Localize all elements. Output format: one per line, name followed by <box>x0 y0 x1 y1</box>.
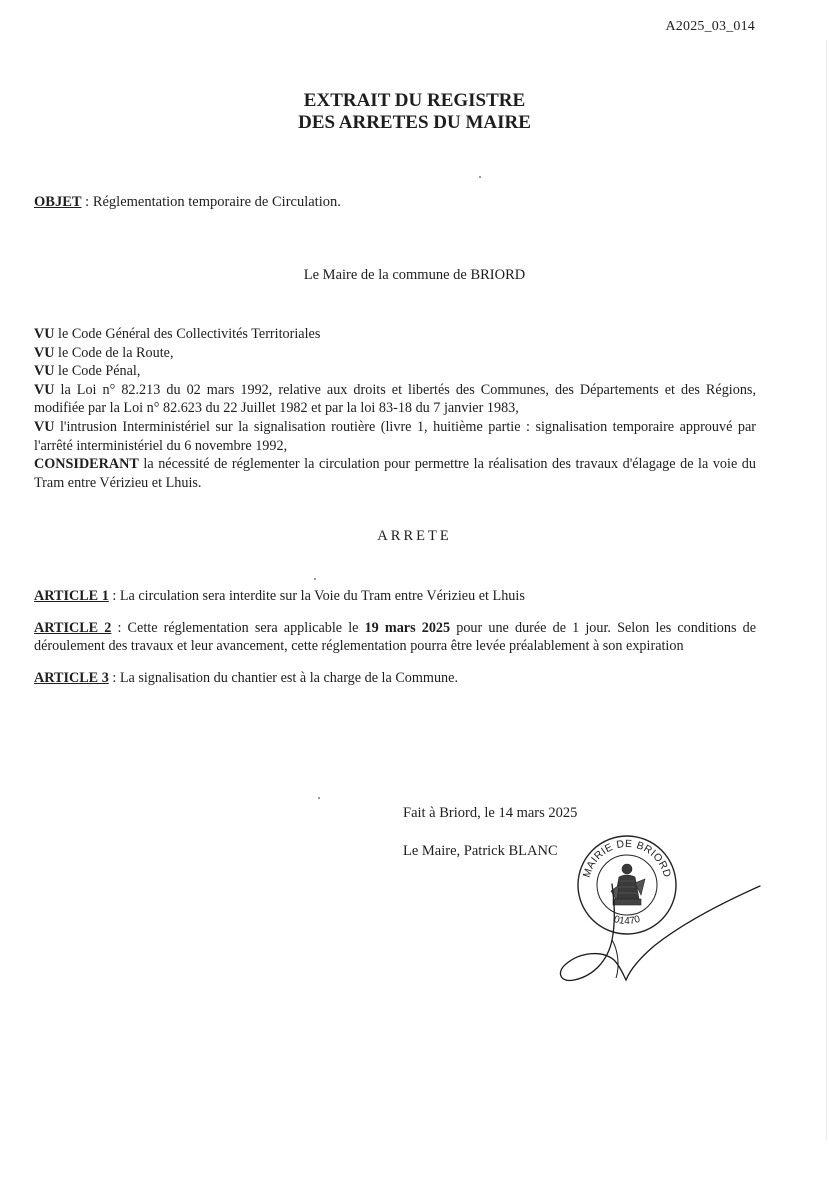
scan-speck <box>479 176 481 178</box>
article-text-before: : Cette réglementation sera applicable le <box>111 619 365 636</box>
arrete-heading: ARRETE <box>377 528 452 544</box>
considerant-text: la nécessité de réglementer la circulation pour permettre la réalisation des travaux d'élagage de la voie du Tram entre Vérizieu et Lhuis. <box>34 456 756 491</box>
vu-item <box>34 344 756 363</box>
document-title <box>0 90 829 134</box>
article-label: ARTICLE 3 <box>34 669 109 686</box>
article-2 <box>34 619 756 656</box>
scan-speck <box>318 797 320 799</box>
vu-label: VU <box>34 418 55 435</box>
fait-a-line: Fait à Briord, le 14 mars 2025 <box>403 805 578 821</box>
article-text: : La signalisation du chantier est à la charge de la Commune. <box>108 669 458 686</box>
article-date: 19 mars 2025 <box>364 619 451 636</box>
vu-text: la Loi n° 82.213 du 02 mars 1992, relative aux droits et libertés des Communes, des Départements et des Régions, modifiée par la Loi n° 82.623 du 22 Juillet 1982 et par la loi 83-18 du 7 janvier 1983, <box>34 381 756 417</box>
scan-speck <box>314 578 316 580</box>
vu-text: le Code Pénal, <box>54 363 141 380</box>
vu-item <box>34 381 756 418</box>
vu-text: le Code de la Route, <box>54 344 174 361</box>
objet-label: OBJET <box>34 194 82 210</box>
vu-text: le Code Général des Collectivités Territoriales <box>54 326 321 342</box>
considerants-block <box>34 325 756 492</box>
objet-text: : Réglementation temporaire de Circulation. <box>81 194 341 210</box>
article-label: ARTICLE 1 <box>34 588 109 604</box>
objet-line <box>34 194 341 211</box>
signature-icon <box>554 880 764 990</box>
considerant-label: CONSIDERANT <box>34 456 139 473</box>
vu-text: l'intrusion Interministériel sur la signalisation routière (livre 1, huitième partie : signalisation temporaire approuvé par l'arrêté interministériel du 6 novembre 1992, <box>34 418 756 454</box>
articles-block <box>34 587 756 687</box>
vu-item <box>34 418 756 455</box>
signataire-line: Le Maire, Patrick BLANC <box>403 843 558 859</box>
title-line-2: DES ARRETES DU MAIRE <box>298 112 531 133</box>
article-1 <box>34 587 756 606</box>
scan-edge <box>826 40 827 1140</box>
maire-intro: Le Maire de la commune de BRIORD <box>303 267 526 283</box>
article-3 <box>34 669 756 688</box>
vu-label: VU <box>34 326 55 342</box>
seal-text-bottom: 01470 <box>612 913 642 928</box>
vu-label: VU <box>34 344 55 361</box>
title-line-1: EXTRAIT DU REGISTRE <box>303 90 526 111</box>
article-label: ARTICLE 2 <box>34 619 112 636</box>
article-text-after: pour une durée de 1 jour. Selon les conditions de déroulement des travaux et leur avancement, cette réglementation pourra être levée préalablement à son expiration <box>34 619 757 655</box>
considerant-item <box>34 455 756 492</box>
vu-label: VU <box>34 381 55 398</box>
article-text: : La circulation sera interdite sur la Voie du Tram entre Vérizieu et Lhuis <box>108 588 525 604</box>
seal-text-top: MAIRIE DE BRIORD <box>580 837 674 880</box>
document-reference: A2025_03_014 <box>665 19 755 34</box>
vu-label: VU <box>34 363 55 380</box>
vu-item <box>34 325 756 344</box>
vu-item <box>34 362 756 381</box>
